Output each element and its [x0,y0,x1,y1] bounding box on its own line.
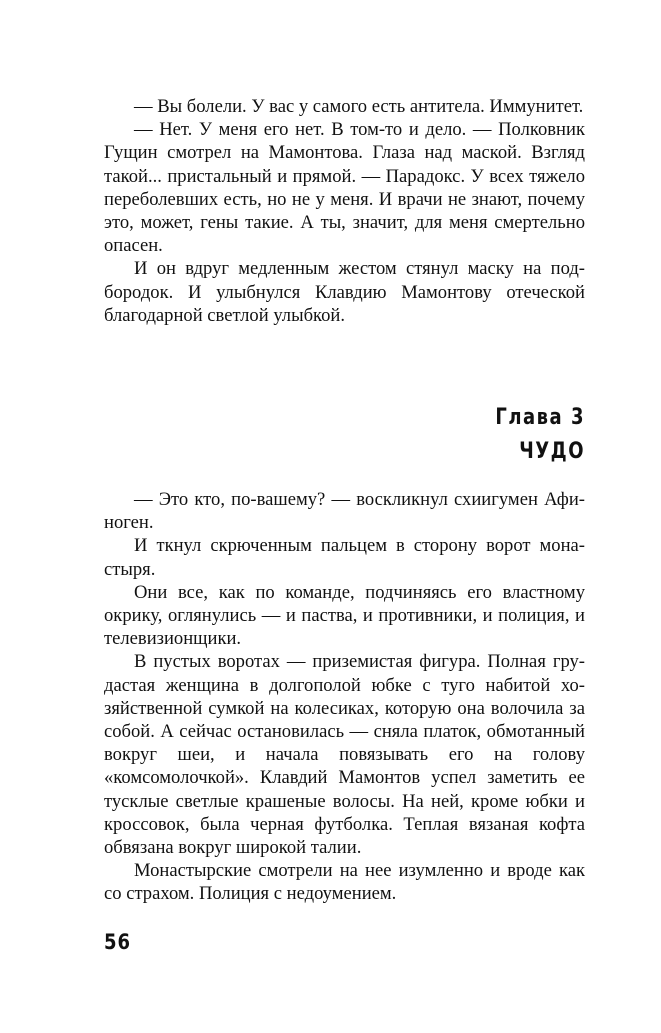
chapter-title: ЧУДО [519,438,585,465]
paragraph: Они все, как по команде, подчиняясь его властному окрику, оглянулись — и паства, и противники, и полиция, и телевизионщики. [104,581,585,650]
paragraph: И он вдруг медленным жестом стянул маску на подбородок. И улыбнулся Клавдию Мамонтову отеческой благодарной светлой улыбкой. [104,258,585,326]
chapter-number: Глава 3 [495,404,585,431]
page-number: 56 [104,930,132,956]
paragraph: — Нет. У меня его нет. В том-то и дело. — Полковник Гущин смотрел на Мамонтова. Глаза над маской. Взгляд такой... пристальный и прямой. — Парадокс. У всех тяжело переболевших есть, но не у меня. И врачи не знают, почему это, может, гены такие. А ты, значит, для меня смертельно опасен. [104,119,585,257]
text-block-bottom [104,488,585,906]
paragraph: И ткнул скрюченным пальцем в сторону ворот монастыря. [104,535,585,580]
text-block-top [104,95,585,327]
paragraph: — Это кто, по-вашему? — воскликнул схиигумен Афиноген. [104,489,585,534]
paragraph: В пустых воротах — приземистая фигура. Полная грудастая женщина в долгополой юбке с туго набитой хозяйственной сумкой на колесиках, которую она волочила за собой. А сейчас остановилась — сняла платок, обмотанный вокруг шеи, и начала повязывать его на голову «комсомолочкой». Клавдий Мамонтов успел заметить ее тусклые светлые крашеные волосы. На ней, кроме юбки и кроссовок, была черная футболка. Теплая вязаная кофта обвязана вокруг широкой талии. [104,651,585,859]
paragraph: — Вы болели. У вас у самого есть антитела. Иммунитет. [134,96,584,117]
paragraph: Монастырские смотрели на нее изумленно и вроде как со страхом. Полиция с недоумением. [104,860,585,905]
